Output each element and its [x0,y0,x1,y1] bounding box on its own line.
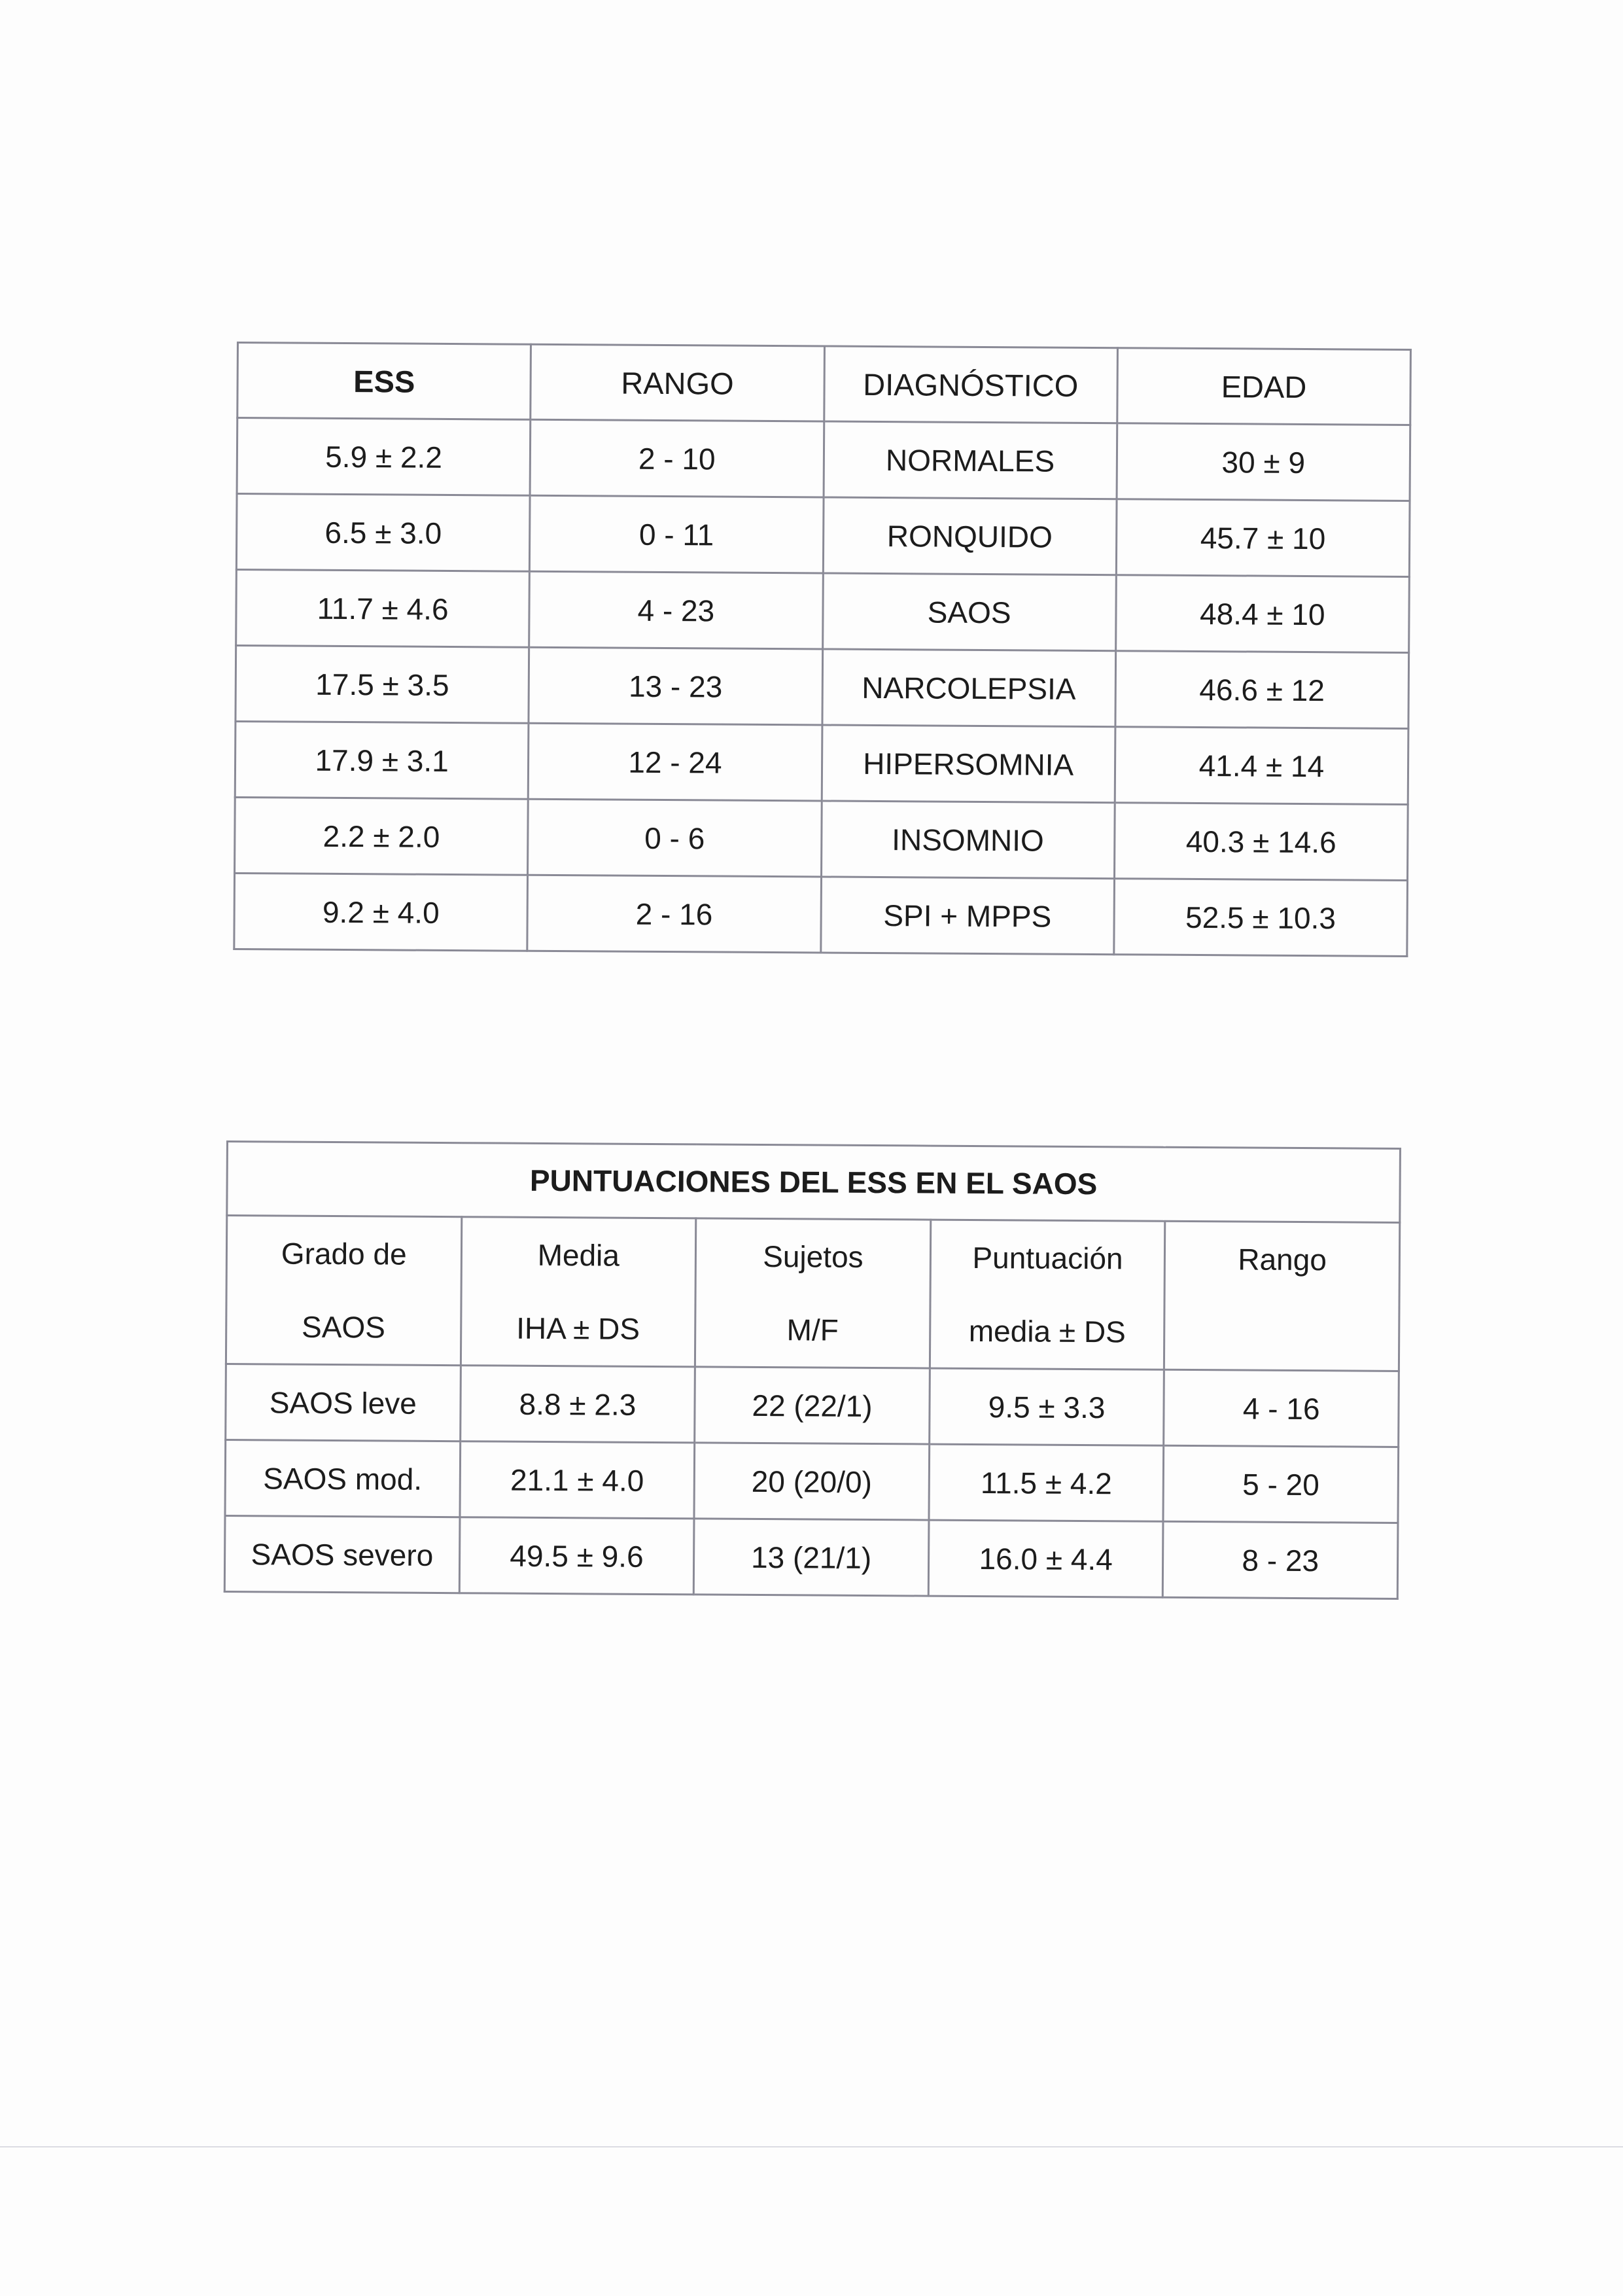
cell-sujetos: 20 (20/0) [694,1443,929,1520]
cell-rango: 2 - 16 [527,875,821,953]
cell-edad: 52.5 ± 10.3 [1114,879,1408,957]
table-row [235,721,1408,804]
ess-diagnosis-table [233,342,1412,957]
cell-edad: 30 ± 9 [1117,423,1410,501]
cell-ess: 9.2 ± 4.0 [234,873,528,951]
column-header-media-iha [461,1217,696,1367]
column-header-edad: EDAD [1117,348,1411,425]
table-header-row [226,1216,1399,1371]
cell-rango: 2 - 10 [530,419,824,497]
table-row [236,570,1410,653]
cell-diagnostico: NORMALES [824,421,1117,499]
cell-puntuacion: 9.5 ± 3.3 [929,1368,1164,1445]
header-line-1: Puntuación [972,1240,1123,1276]
table-row [236,494,1410,577]
header-line-1: Sujetos [763,1239,864,1274]
header-line-1: Grado de [281,1236,407,1271]
page-fold-line [0,2146,1623,2147]
cell-rango: 12 - 24 [528,723,822,801]
cell-edad: 48.4 ± 10 [1115,575,1409,653]
column-header-puntuacion [930,1220,1165,1369]
cell-diagnostico: INSOMNIO [821,801,1115,879]
cell-sujetos: 22 (22/1) [695,1367,930,1444]
cell-media-iha: 21.1 ± 4.0 [460,1441,695,1519]
cell-edad: 40.3 ± 14.6 [1114,803,1408,881]
table-title-row [227,1142,1401,1223]
header-line-2: M/F [786,1313,839,1347]
cell-rango: 5 - 20 [1163,1445,1398,1523]
cell-edad: 41.4 ± 14 [1115,727,1408,805]
table-row [225,1440,1399,1523]
cell-grado: SAOS severo [224,1515,459,1593]
cell-puntuacion: 16.0 ± 4.4 [928,1520,1163,1597]
table-header-row [237,343,1411,425]
cell-diagnostico: SPI + MPPS [820,877,1114,955]
cell-rango: 0 - 6 [528,799,822,877]
cell-edad: 45.7 ± 10 [1116,499,1410,577]
cell-ess: 2.2 ± 2.0 [235,797,529,875]
table-row [224,1515,1398,1598]
cell-ess: 11.7 ± 4.6 [236,570,530,648]
table-row [236,646,1409,729]
cell-rango: 0 - 11 [530,495,824,573]
cell-media-iha: 8.8 ± 2.3 [460,1366,695,1443]
column-header-diagnostico: DIAGNÓSTICO [824,346,1117,423]
column-header-sujetos [695,1218,931,1368]
cell-rango: 4 - 16 [1164,1369,1399,1447]
cell-ess: 17.9 ± 3.1 [235,721,529,799]
table-row [234,873,1408,956]
table-row [237,418,1410,501]
cell-diagnostico: RONQUIDO [823,497,1117,575]
column-header-grado [226,1216,461,1366]
cell-diagnostico: SAOS [822,573,1116,651]
cell-edad: 46.6 ± 12 [1115,651,1409,729]
table-row [235,797,1408,880]
cell-rango: 8 - 23 [1163,1521,1398,1598]
cell-ess: 6.5 ± 3.0 [236,494,530,572]
table-title: PUNTUACIONES DEL ESS EN EL SAOS [227,1142,1401,1223]
cell-sujetos: 13 (21/1) [693,1519,928,1596]
cell-rango: 4 - 23 [529,571,823,649]
column-header-rango: RANGO [531,344,824,421]
cell-media-iha: 49.5 ± 9.6 [459,1517,694,1595]
header-line-2: SAOS [301,1309,386,1345]
cell-ess: 17.5 ± 3.5 [236,646,529,724]
cell-grado: SAOS mod. [225,1440,460,1517]
cell-grado: SAOS leve [226,1364,461,1441]
header-line-1: Media [537,1237,620,1273]
cell-diagnostico: NARCOLEPSIA [822,649,1115,727]
saos-scores-table [224,1140,1401,1600]
header-line-2: media ± DS [968,1313,1126,1349]
table-row [226,1364,1399,1447]
column-header-rango [1164,1221,1400,1371]
header-line-1: Rango [1238,1242,1327,1277]
header-line-2 [1165,1296,1398,1370]
cell-diagnostico: HIPERSOMNIA [822,725,1115,803]
header-line-2: IHA ± DS [516,1311,640,1346]
cell-rango: 13 - 23 [529,647,822,725]
column-header-ess: ESS [237,343,531,420]
cell-puntuacion: 11.5 ± 4.2 [929,1444,1164,1521]
cell-ess: 5.9 ± 2.2 [237,418,531,496]
